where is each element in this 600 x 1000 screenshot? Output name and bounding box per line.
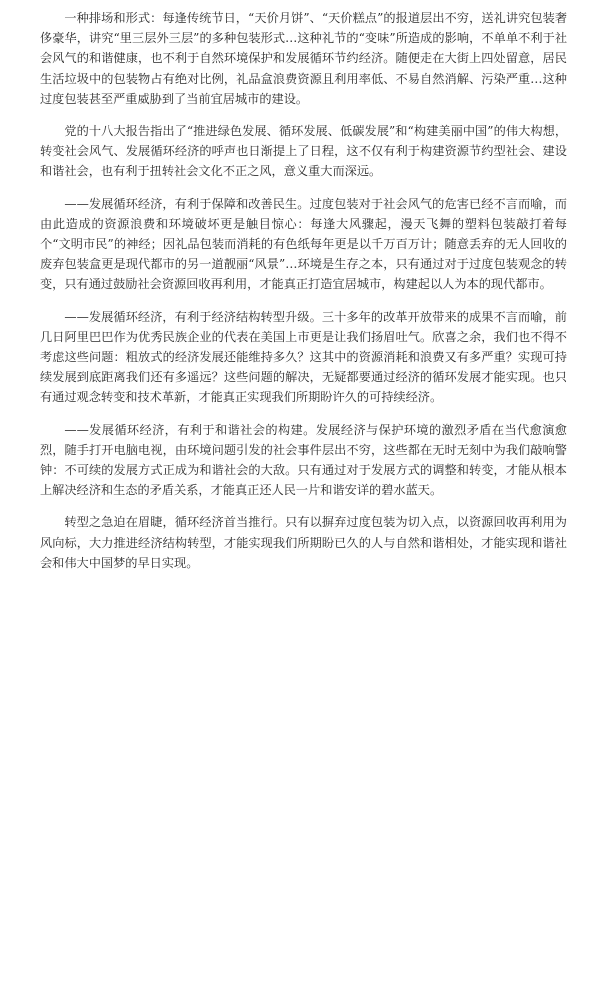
paragraph-economic-transformation: ——发展循环经济，有利于经济结构转型升级。三十多年的改革开放带来的成果不言而喻，前几日阿里巴巴作为优秀民族企业的代表在美国上市更是让我们扬眉吐气。欣喜之余，我们也不得不考虑这些问题：粗放式的经济发展还能维持多久？这其中的资源消耗和浪费又有多严重？实现可持续发展到底距离我们还有多遥远？这些问题的解决，无疑都要通过经济的循环发展才能实现。也只有通过观念转变和技术革新，才能真正实现我们所期盼许久的可持续经济。	[40, 309, 567, 405]
paragraph-eighteenth-congress: 党的十八大报告指出了“推进绿色发展、循环发展、低碳发展”和“构建美丽中国”的伟大构想，转变社会风气、发展循环经济的呼声也日渐提上了日程，这不仅有利于构建资源节约型社会、建设和谐社会，也有利于扭转社会文化不正之风，意义重大而深远。	[40, 124, 568, 179]
paragraph-livelihood: ——发展循环经济，有利于保障和改善民生。过度包装对于社会风气的危害已经不言而喻，而由此造成的资源浪费和环境破坏更是触目惊心：每逢大风骤起，漫天飞舞的塑料包装敲打着每个“文明市民”的神经；因礼品包装而消耗的有色纸每年更是以千万百万计；随意丢弃的无人回收的废弃包装盒更是现代都市的另一道靓丽“风景”…环境是生存之本，只有通过对于过度包装观念的转变，只有通过鼓励社会资源回收再利用，才能真正打造宜居城市，构建起以人为本的现代都市。	[40, 196, 567, 292]
paragraph-harmonious-society: ——发展循环经济，有利于和谐社会的构建。发展经济与保护环境的激烈矛盾在当代愈演愈烈，随手打开电脑电视，由环境问题引发的社会事件层出不穷，这些都在无时无刻中为我们敲响警钟：不可续的发展方式正成为和谐社会的大敌。只有通过对于发展方式的调整和转变，才能从根本上解决经济和生态的矛盾关系，才能真正还人民一片和谐安详的碧水蓝天。	[40, 422, 567, 498]
article-body	[40, 8, 567, 585]
paragraph-packaging-excess: 一种排场和形式：每逢传统节日，“天价月饼”、“天价糕点”的报道层出不穷，送礼讲究包装奢侈豪华，讲究“里三层外三层”的多种包装形式…这种礼节的“变味”所造成的影响，不单单不利于社会风气的和谐健康，也不利于自然环境保护和发展循环节约经济。随便走在大街上四处留意，居民生活垃圾中的包装物占有绝对比例，礼品盒浪费资源且利用率低、不易自然消解、污染严重…这种过度包装甚至严重威胁到了当前宜居城市的建设。	[40, 11, 567, 106]
paragraph-conclusion: 转型之急迫在眉睫，循环经济首当推行。只有以摒弃过度包装为切入点，以资源回收再利用为风向标，大力推进经济结构转型，才能实现我们所期盼已久的人与自然和谐相处，才能实现和谐社会和伟大中国梦的早日实现。	[40, 515, 567, 570]
